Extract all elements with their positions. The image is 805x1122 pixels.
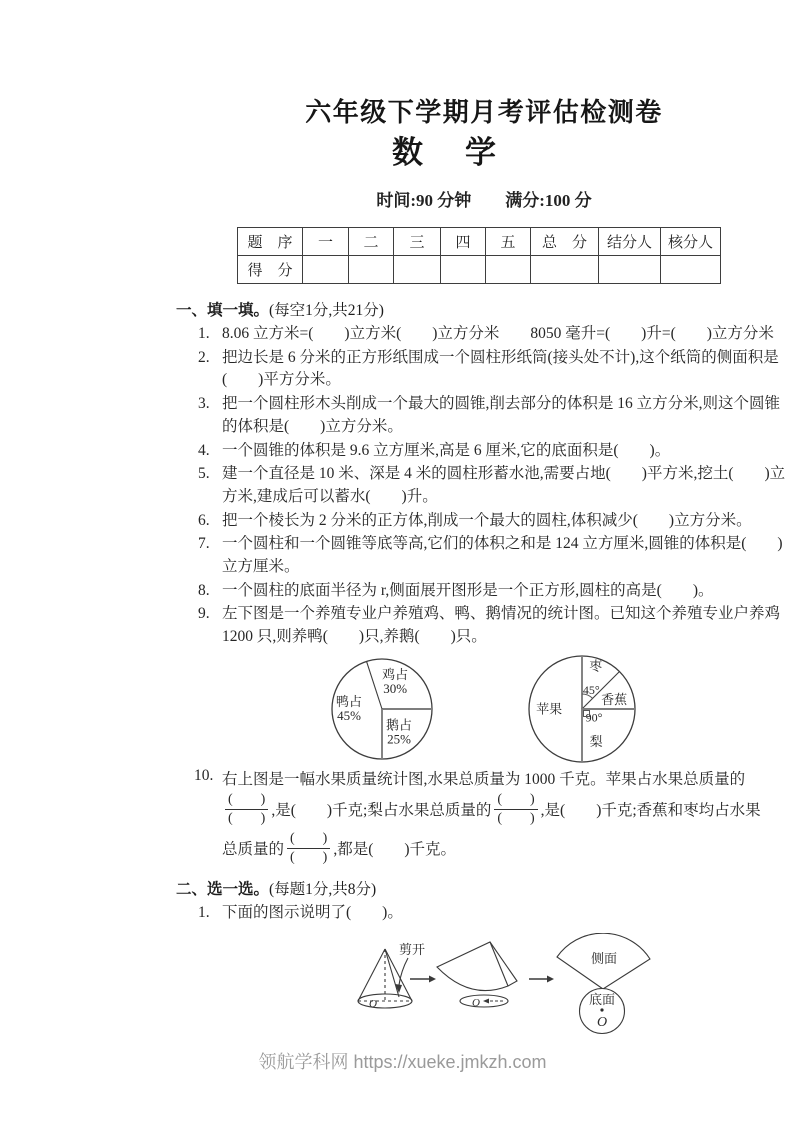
header-cell: 四 <box>441 228 486 256</box>
question-number: 9. <box>198 605 210 623</box>
question-line <box>176 790 792 829</box>
fraction-numerator: ( ) <box>494 792 537 810</box>
score-cell <box>349 256 394 284</box>
question-text: 8.06 立方米=( )立方米( )立方分米 8050 毫升=( )升=( )立方分米 <box>222 325 774 342</box>
question-number: 3. <box>198 395 210 413</box>
subject-char-1: 数 <box>392 135 423 170</box>
question-text: 把一个棱长为 2 分米的正方体,削成一个最大的圆柱,体积减少( )立方分米。 <box>222 511 752 529</box>
site-watermark: 领航学科网 https://xueke.jmkzh.com <box>258 1052 547 1072</box>
svg-text:鹅占25%: 鹅占 25% <box>386 717 413 747</box>
header-cell: 一 <box>303 228 349 256</box>
header-cell: 总 分 <box>531 228 599 256</box>
question-number: 4. <box>198 441 210 459</box>
question-item <box>176 603 792 648</box>
question-item <box>176 463 792 508</box>
score-cell <box>599 256 661 284</box>
base-center-label: O <box>596 1014 608 1030</box>
question-number: 5. <box>198 465 210 483</box>
cut-label: 剪开 <box>399 941 426 957</box>
base-center-label: O <box>472 996 480 1009</box>
poultry-pie-chart <box>322 649 442 769</box>
question-item <box>176 533 792 578</box>
fraction-blank <box>494 792 537 827</box>
question-text: 把边长是 6 分米的正方形纸围成一个圆柱形纸筒(接头处不计),这个纸筒的侧面积是( )平方分米。 <box>222 348 779 389</box>
header-cell: 题 序 <box>238 228 303 256</box>
section-two-title: 二、选一选。 <box>176 880 270 898</box>
score-table-score-row <box>238 256 721 284</box>
cone-unfold-diagram-row <box>176 931 792 1043</box>
question-number: 1. <box>198 903 210 921</box>
question-number: 2. <box>198 348 210 366</box>
question-text: ,是( )千克;梨占水果总质量的 <box>271 802 492 820</box>
score-cell <box>531 256 599 284</box>
score-table <box>237 227 721 284</box>
question-item <box>176 580 792 603</box>
base-face-label: 底面 <box>588 991 616 1007</box>
question-number: 8. <box>198 581 210 599</box>
question-text: 总质量的 <box>222 841 285 859</box>
svg-text:苹果: 苹果 <box>536 701 563 717</box>
partially-unrolled-figure <box>437 942 517 1009</box>
fruit-pie-chart <box>516 643 648 775</box>
subject-char-2: 学 <box>465 135 496 170</box>
exam-content <box>176 0 792 1043</box>
section-two-heading <box>176 878 792 901</box>
header-cell: 结分人 <box>599 228 661 256</box>
question-text: 一个圆锥的体积是 9.6 立方厘米,高是 6 厘米,它的底面积是( )。 <box>222 441 671 459</box>
cone-unfold-diagram <box>355 933 655 1043</box>
question-text: 右上图是一幅水果质量统计图,水果总质量为 1000 千克。苹果占水果总质量的 <box>222 771 746 789</box>
score-cell <box>661 256 721 284</box>
question-number: 6. <box>198 511 210 529</box>
section-one-note: (每空1分,共21分) <box>269 302 384 319</box>
question-number: 10. <box>194 766 214 784</box>
question-number: 7. <box>198 535 210 553</box>
subject-title <box>136 132 752 174</box>
section-one-title: 一、填一填。 <box>176 302 270 319</box>
fraction-numerator: ( ) <box>225 792 268 810</box>
question-text: 一个圆柱的底面半径为 r,侧面展开图形是一个正方形,圆柱的高是( )。 <box>222 581 714 599</box>
fraction-denominator: ( ) <box>228 810 266 826</box>
question-text: 把一个圆柱形木头削成一个最大的圆锥,削去部分的体积是 16 立方分米,则这个圆锥的体积是( )立方分米。 <box>222 395 781 435</box>
question-item <box>176 393 792 438</box>
fraction-denominator: ( ) <box>497 810 535 826</box>
question-item <box>176 767 792 790</box>
header-cell: 五 <box>486 228 531 256</box>
arrow-right-icon <box>529 975 554 982</box>
question-item <box>176 510 792 533</box>
fraction-denominator: ( ) <box>290 849 328 865</box>
question-text: ,都是( )千克。 <box>333 841 457 859</box>
question-line <box>176 829 792 868</box>
svg-text:鸭占45%: 鸭占 45% <box>335 693 363 723</box>
question-item <box>176 902 792 925</box>
base-center-label: O <box>369 997 377 1010</box>
question-text: 左下图是一个养殖专业户养殖鸡、鸭、鹅情况的统计图。已知这个养殖专业户养鸡 1200 只,则养鸭( )只,养鹅( )只。 <box>222 605 781 646</box>
question-text: 一个圆柱和一个圆锥等底等高,它们的体积之和是 124 立方厘米,圆锥的体积是( )立方厘米。 <box>222 535 783 576</box>
header-cell: 二 <box>349 228 394 256</box>
svg-text:枣: 枣 <box>589 658 603 674</box>
section-two-note: (每题1分,共8分) <box>269 880 377 898</box>
page-title: 六年级下学期月考评估检测卷 <box>305 98 663 127</box>
question-text: 建一个直径是 10 米、深是 4 米的圆柱形蓄水池,需要占地( )平方米,挖土( )立方米,建成后可以蓄水( )升。 <box>222 465 786 505</box>
score-cell <box>394 256 441 284</box>
svg-text:鸡占30%: 鸡占 30% <box>382 666 409 696</box>
question-text: 下面的图示说明了( )。 <box>222 903 403 921</box>
question-text: ,是( )千克;香蕉和枣均占水果 <box>540 802 761 820</box>
cone-figure <box>358 942 425 1010</box>
score-cell <box>303 256 349 284</box>
score-row-label: 得 分 <box>238 256 303 284</box>
question-item <box>176 347 792 392</box>
section-one-heading <box>176 299 792 322</box>
exam-meta: 时间:90 分钟 满分:100 分 <box>376 191 592 210</box>
svg-text:45°: 45° <box>582 682 600 697</box>
score-cell <box>441 256 486 284</box>
svg-text:梨: 梨 <box>589 734 603 750</box>
question-number: 1. <box>198 325 210 342</box>
fraction-blank <box>287 831 330 866</box>
fraction-numerator: ( ) <box>287 831 330 849</box>
fraction-blank <box>225 792 268 827</box>
arrow-right-icon <box>410 975 436 982</box>
svg-text:香蕉: 香蕉 <box>601 691 628 707</box>
question-item <box>176 440 792 463</box>
svg-text:90°: 90° <box>585 710 603 725</box>
score-table-header-row <box>238 228 721 256</box>
unfolded-figure <box>557 933 650 1033</box>
header-cell: 核分人 <box>661 228 721 256</box>
lateral-face-label: 侧面 <box>590 950 618 966</box>
pie-charts-row <box>176 653 792 767</box>
score-cell <box>486 256 531 284</box>
question-item <box>176 323 792 346</box>
header-cell: 三 <box>394 228 441 256</box>
